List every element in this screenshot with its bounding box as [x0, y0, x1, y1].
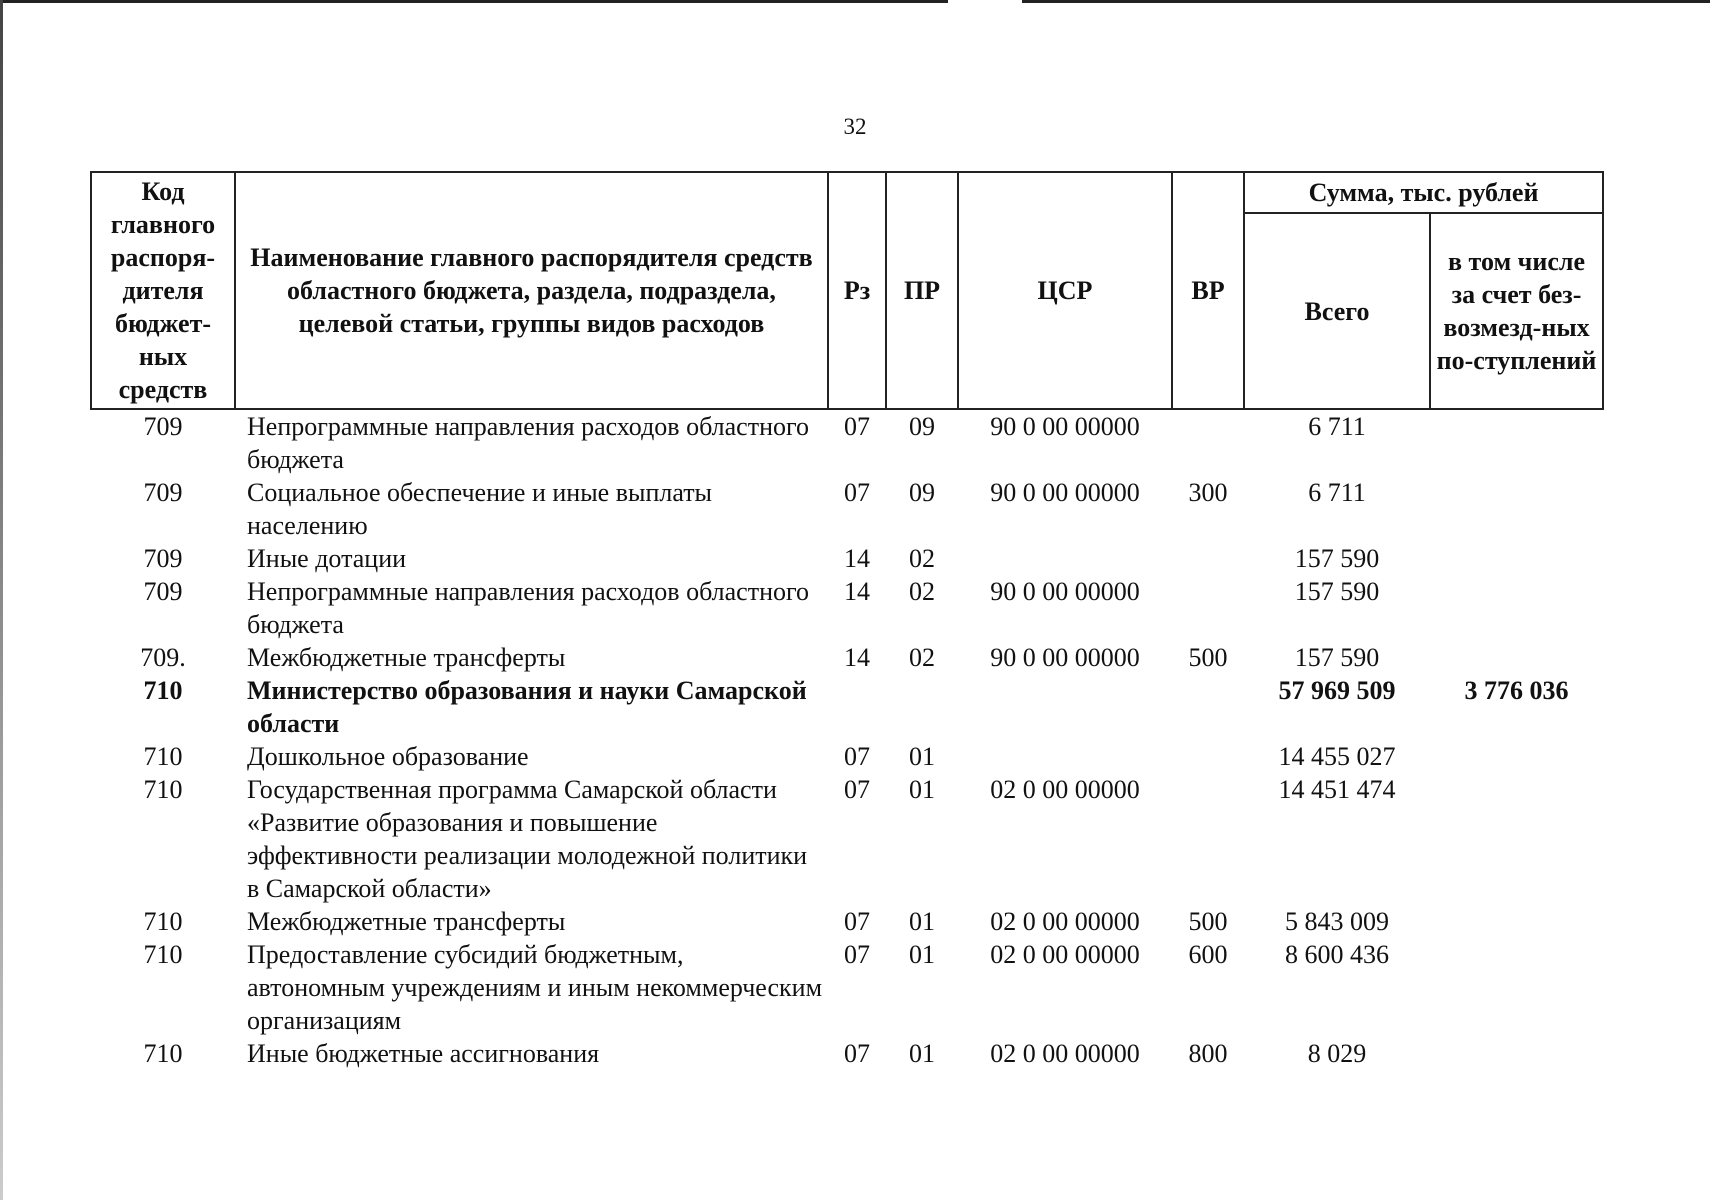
cell-name: Государственная программа Самарской области «Развитие образования и повышение эффективности реализации молодежной политики в Самарской области»: [247, 775, 808, 903]
table-row: [91, 641, 1603, 674]
cell-free: [1430, 905, 1603, 938]
cell-csr: [958, 740, 1172, 773]
cell-rz: 14: [844, 643, 870, 672]
cell-vr: 800: [1188, 1039, 1228, 1068]
cell-name: Межбюджетные трансферты: [247, 643, 566, 672]
cell-code: 710: [143, 676, 183, 705]
table-row: [91, 542, 1603, 575]
cell-rz: 07: [844, 1039, 870, 1068]
cell-total: 157 590: [1294, 643, 1380, 672]
cell-code: 710: [143, 940, 183, 969]
cell-total: 6 711: [1308, 412, 1366, 441]
cell-code: 710: [143, 907, 183, 936]
cell-vr: 500: [1188, 907, 1228, 936]
cell-vr: [1172, 575, 1244, 641]
table-row: [91, 905, 1603, 938]
table-body: [91, 409, 1603, 1070]
table-row: [91, 476, 1603, 542]
cell-free: [1430, 740, 1603, 773]
cell-free: [1430, 773, 1603, 905]
cell-pr: 01: [909, 742, 935, 771]
cell-vr: [1172, 409, 1244, 476]
cell-free: 3 776 036: [1464, 676, 1569, 705]
cell-total: 14 451 474: [1278, 775, 1396, 804]
cell-vr: [1172, 674, 1244, 740]
table-row: [91, 409, 1603, 476]
cell-rz: 07: [844, 412, 870, 441]
cell-free: [1430, 476, 1603, 542]
cell-name: Дошкольное образование: [247, 742, 529, 771]
cell-csr: 90 0 00 00000: [990, 478, 1140, 507]
header-pr: ПР: [886, 172, 958, 409]
cell-free: [1430, 542, 1603, 575]
cell-total: 157 590: [1294, 577, 1380, 606]
cell-pr: 02: [909, 544, 935, 573]
cell-free: [1430, 1037, 1603, 1070]
cell-csr: 90 0 00 00000: [990, 577, 1140, 606]
cell-pr: 01: [909, 775, 935, 804]
cell-rz: 14: [844, 544, 870, 573]
table-header: [91, 172, 1603, 409]
cell-rz: 07: [844, 478, 870, 507]
cell-csr: 90 0 00 00000: [990, 412, 1140, 441]
cell-pr: 01: [909, 940, 935, 969]
table-row: [91, 773, 1603, 905]
cell-vr: [1172, 740, 1244, 773]
cell-rz: 14: [844, 577, 870, 606]
cell-name: Межбюджетные трансферты: [247, 907, 566, 936]
cell-rz: 07: [844, 775, 870, 804]
header-name: Наименование главного распорядителя средств областного бюджета, раздела, подраздела, целевой статьи, группы видов расходов: [235, 172, 828, 409]
cell-pr: 01: [909, 1039, 935, 1068]
cell-pr: 02: [909, 577, 935, 606]
scan-edge-top-right: [1022, 0, 1710, 3]
cell-code: 710: [143, 1039, 183, 1068]
cell-vr: [1172, 542, 1244, 575]
page-number: 32: [843, 114, 867, 139]
scan-edge-top-left: [0, 0, 948, 3]
cell-free: [1430, 938, 1603, 1037]
cell-rz: [828, 674, 886, 740]
cell-name: Непрограммные направления расходов областного бюджета: [247, 577, 809, 639]
budget-table: [90, 171, 1604, 1070]
cell-vr: 500: [1188, 643, 1228, 672]
cell-csr: 90 0 00 00000: [990, 643, 1140, 672]
cell-pr: 09: [909, 478, 935, 507]
header-code: Код главного распоря-дителя бюджет-ных средств: [91, 172, 235, 409]
cell-csr: 02 0 00 00000: [990, 1039, 1140, 1068]
scan-edge-left: [0, 0, 3, 1200]
cell-name: Непрограммные направления расходов областного бюджета: [247, 412, 809, 474]
cell-pr: [886, 674, 958, 740]
header-total: Всего: [1244, 213, 1430, 409]
cell-rz: 07: [844, 940, 870, 969]
cell-vr: 600: [1188, 940, 1228, 969]
header-rz: Рз: [828, 172, 886, 409]
cell-csr: 02 0 00 00000: [990, 907, 1140, 936]
cell-total: 6 711: [1308, 478, 1366, 507]
table-row: [91, 575, 1603, 641]
table-row: [91, 1037, 1603, 1070]
cell-rz: 07: [844, 907, 870, 936]
cell-pr: 01: [909, 907, 935, 936]
cell-name: Предоставление субсидий бюджетным, автономным учреждениям и иным некоммерческим организациям: [247, 940, 823, 1035]
cell-total: 14 455 027: [1278, 742, 1396, 771]
cell-csr: 02 0 00 00000: [990, 775, 1140, 804]
table-row: [91, 674, 1603, 740]
cell-rz: 07: [844, 742, 870, 771]
cell-pr: 09: [909, 412, 935, 441]
cell-total: 57 969 509: [1278, 676, 1396, 705]
cell-code: 710: [143, 742, 183, 771]
table-row: [91, 740, 1603, 773]
cell-pr: 02: [909, 643, 935, 672]
cell-code: 710: [143, 775, 183, 804]
cell-code: 709: [143, 412, 183, 441]
table-row: [91, 938, 1603, 1037]
header-csr: ЦСР: [958, 172, 1172, 409]
cell-free: [1430, 575, 1603, 641]
header-including: в том числе за счет без-возмезд-ных по-ступлений: [1430, 213, 1603, 409]
cell-vr: 300: [1188, 478, 1228, 507]
cell-name: Социальное обеспечение и иные выплаты населению: [247, 478, 713, 540]
cell-total: 157 590: [1294, 544, 1380, 573]
cell-name: Иные дотации: [247, 544, 407, 573]
cell-code: 709.: [140, 643, 186, 672]
cell-csr: [958, 542, 1172, 575]
cell-free: [1430, 409, 1603, 476]
cell-name: Иные бюджетные ассигнования: [247, 1039, 600, 1068]
cell-csr: [958, 674, 1172, 740]
cell-csr: 02 0 00 00000: [990, 940, 1140, 969]
cell-code: 709: [143, 544, 183, 573]
cell-code: 709: [143, 478, 183, 507]
cell-total: 8 029: [1307, 1039, 1367, 1068]
cell-vr: [1172, 773, 1244, 905]
cell-name: Министерство образования и науки Самарской области: [247, 676, 807, 738]
cell-free: [1430, 641, 1603, 674]
header-sum: Сумма, тыс. рублей: [1244, 172, 1603, 213]
header-vr: ВР: [1172, 172, 1244, 409]
cell-total: 5 843 009: [1285, 907, 1389, 936]
cell-code: 709: [143, 577, 183, 606]
cell-total: 8 600 436: [1285, 940, 1389, 969]
